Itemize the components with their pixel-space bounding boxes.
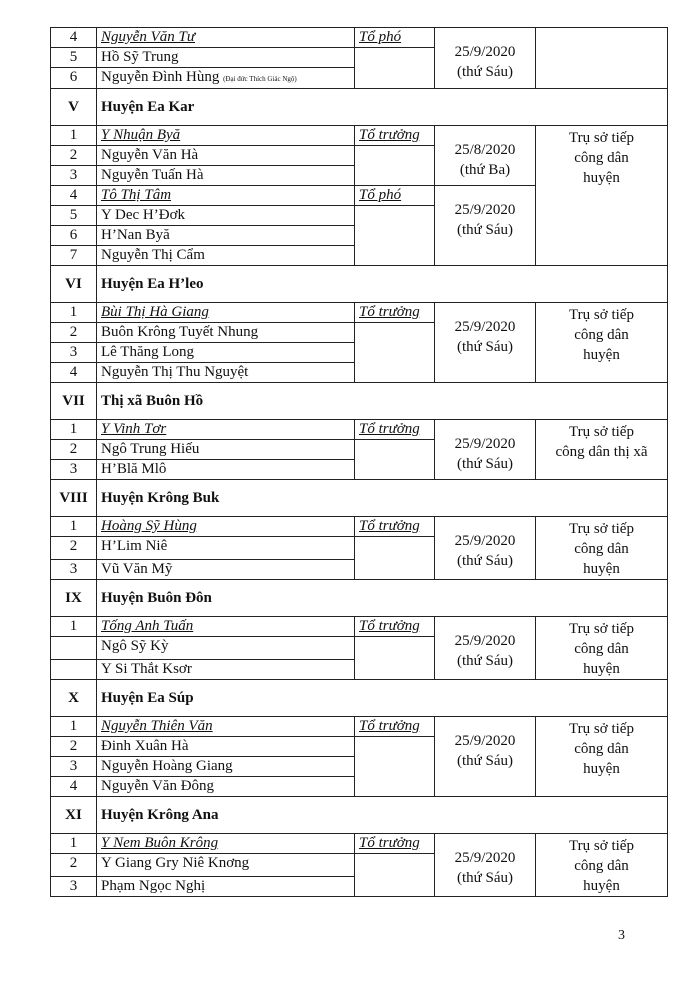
member-name-cell <box>97 877 355 897</box>
role-cell-empty <box>355 206 435 266</box>
meeting-place: Trụ sở tiếp công dân huyện <box>536 834 668 897</box>
member-name: Ngô Sỹ Kỳ <box>101 638 169 654</box>
section-header <box>51 580 668 617</box>
section-header <box>51 680 668 717</box>
member-name: Nguyễn Hoàng Giang <box>101 758 233 774</box>
section-header <box>51 266 668 303</box>
meeting-date: 25/9/2020 (thứ Sáu) <box>435 186 536 266</box>
member-name-cell <box>97 717 355 737</box>
member-name: H’Blă Mlô <box>101 461 167 477</box>
member-row <box>51 126 668 146</box>
meeting-place: Trụ sở tiếp công dân huyện <box>536 126 668 266</box>
member-name-cell <box>97 28 355 48</box>
section-header <box>51 89 668 126</box>
meeting-date: 25/9/2020 (thứ Sáu) <box>435 517 536 580</box>
member-role: Tổ phó <box>359 29 402 45</box>
member-row <box>51 617 668 637</box>
member-role: Tổ phó <box>359 187 402 203</box>
section-number: IX <box>51 580 97 617</box>
section-title: Huyện Buôn Đôn <box>97 580 668 617</box>
member-name-cell <box>97 68 355 89</box>
member-name: Ngô Trung Hiếu <box>101 441 200 457</box>
member-name-cell <box>97 363 355 383</box>
section-number: X <box>51 680 97 717</box>
member-name-cell <box>97 126 355 146</box>
section-title: Huyện Ea Súp <box>97 680 668 717</box>
section-header <box>51 480 668 517</box>
member-number: 7 <box>51 246 97 266</box>
member-name: Y Dec H’Đơk <box>101 207 186 223</box>
member-number: 1 <box>51 126 97 146</box>
section-title: Huyện Ea H’leo <box>97 266 668 303</box>
member-number: 4 <box>51 28 97 48</box>
member-number: 3 <box>51 166 97 186</box>
section-number: VIII <box>51 480 97 517</box>
member-row <box>51 420 668 440</box>
meeting-date: 25/9/2020 (thứ Sáu) <box>435 28 536 89</box>
member-name: Nguyễn Tuấn Hà <box>101 167 204 183</box>
member-number: 3 <box>51 343 97 363</box>
member-name-cell <box>97 757 355 777</box>
member-name: Nguyễn Thị Thu Nguyệt <box>101 364 249 380</box>
member-number: 1 <box>51 420 97 440</box>
member-name-cell <box>97 660 355 680</box>
member-number: 1 <box>51 517 97 537</box>
member-name: Đinh Xuân Hà <box>101 738 189 754</box>
member-name-cell <box>97 206 355 226</box>
role-cell <box>355 126 435 146</box>
meeting-date: 25/9/2020 (thứ Sáu) <box>435 717 536 797</box>
member-name-cell <box>97 420 355 440</box>
member-name: H’Lim Niê <box>101 538 168 554</box>
member-number: 3 <box>51 757 97 777</box>
role-cell-empty <box>355 737 435 797</box>
role-cell <box>355 617 435 637</box>
member-number <box>51 660 97 680</box>
member-name: Nguyễn Thiên Văn <box>101 718 213 734</box>
section-number: XI <box>51 797 97 834</box>
member-number: 4 <box>51 186 97 206</box>
member-name-cell <box>97 777 355 797</box>
role-cell <box>355 186 435 206</box>
member-number: 6 <box>51 68 97 89</box>
member-number: 1 <box>51 617 97 637</box>
role-cell <box>355 420 435 440</box>
section-title: Huyện Krông Ana <box>97 797 668 834</box>
meeting-place: Trụ sở tiếp công dân thị xã <box>536 420 668 480</box>
member-row <box>51 717 668 737</box>
member-name-cell <box>97 637 355 660</box>
member-number: 3 <box>51 560 97 580</box>
member-name-cell <box>97 517 355 537</box>
member-name: Nguyễn Văn Hà <box>101 147 199 163</box>
member-name: Y Nem Buôn Krông <box>101 835 219 851</box>
member-name: Y Vinh Tơr <box>101 421 167 437</box>
meeting-date: 25/9/2020 (thứ Sáu) <box>435 834 536 897</box>
meeting-date: 25/8/2020 (thứ Ba) <box>435 126 536 186</box>
meeting-date: 25/9/2020 (thứ Sáu) <box>435 303 536 383</box>
member-number <box>51 637 97 660</box>
role-cell-empty <box>355 48 435 89</box>
section-title: Huyện Krông Buk <box>97 480 668 517</box>
member-name-cell <box>97 560 355 580</box>
member-note: (Đại đức Thích Giác Ngộ) <box>223 75 297 83</box>
section-title: Thị xã Buôn Hồ <box>97 383 668 420</box>
role-cell <box>355 303 435 323</box>
meeting-place <box>536 28 668 89</box>
member-name: Nguyễn Văn Tư <box>101 29 196 45</box>
member-name-cell <box>97 343 355 363</box>
role-cell-empty <box>355 440 435 480</box>
member-name-cell <box>97 303 355 323</box>
member-name: Tống Anh Tuấn <box>101 618 194 634</box>
role-cell-empty <box>355 637 435 680</box>
member-name: H’Nan Byă <box>101 227 170 243</box>
member-name-cell <box>97 737 355 757</box>
member-number: 2 <box>51 537 97 560</box>
section-title: Huyện Ea Kar <box>97 89 668 126</box>
page-number: 3 <box>618 928 625 943</box>
member-name: Hồ Sỹ Trung <box>101 49 179 65</box>
member-number: 5 <box>51 48 97 68</box>
section-header <box>51 797 668 834</box>
role-cell <box>355 517 435 537</box>
member-row <box>51 517 668 537</box>
member-row <box>51 834 668 854</box>
meeting-place: Trụ sở tiếp công dân huyện <box>536 517 668 580</box>
section-number: VII <box>51 383 97 420</box>
member-name-cell <box>97 246 355 266</box>
member-number: 1 <box>51 717 97 737</box>
role-cell <box>355 834 435 854</box>
member-name-cell <box>97 617 355 637</box>
member-row <box>51 28 668 48</box>
member-name-cell <box>97 226 355 246</box>
member-name: Tô Thị Tâm <box>101 187 172 203</box>
member-name-cell <box>97 146 355 166</box>
meeting-place: Trụ sở tiếp công dân huyện <box>536 303 668 383</box>
role-cell <box>355 717 435 737</box>
role-cell <box>355 28 435 48</box>
section-number: V <box>51 89 97 126</box>
member-name: Phạm Ngọc Nghị <box>101 878 206 894</box>
member-row <box>51 303 668 323</box>
member-number: 3 <box>51 877 97 897</box>
member-name-cell <box>97 834 355 854</box>
member-role: Tổ trưởng <box>359 835 420 851</box>
member-name: Vũ Văn Mỹ <box>101 561 173 577</box>
member-number: 6 <box>51 226 97 246</box>
member-role: Tổ trưởng <box>359 618 420 634</box>
meeting-place: Trụ sở tiếp công dân huyện <box>536 717 668 797</box>
member-name: Y Nhuận Byă <box>101 127 181 143</box>
member-name-cell <box>97 323 355 343</box>
member-number: 1 <box>51 834 97 854</box>
meeting-place: Trụ sở tiếp công dân huyện <box>536 617 668 680</box>
section-header <box>51 383 668 420</box>
meeting-date: 25/9/2020 (thứ Sáu) <box>435 420 536 480</box>
delegation-table <box>50 27 668 897</box>
member-name: Buôn Krông Tuyết Nhung <box>101 324 259 340</box>
member-number: 2 <box>51 737 97 757</box>
section-number: VI <box>51 266 97 303</box>
member-number: 2 <box>51 854 97 877</box>
member-number: 1 <box>51 303 97 323</box>
member-name: Hoàng Sỹ Hùng <box>101 518 197 534</box>
member-name: Bùi Thị Hà Giang <box>101 304 209 320</box>
role-cell-empty <box>355 854 435 897</box>
member-name-cell <box>97 186 355 206</box>
member-name: Nguyễn Thị Cẩm <box>101 247 205 263</box>
role-cell-empty <box>355 146 435 186</box>
meeting-date: 25/9/2020 (thứ Sáu) <box>435 617 536 680</box>
member-number: 3 <box>51 460 97 480</box>
member-name: Nguyễn Đình Hùng <box>101 69 220 85</box>
member-role: Tổ trưởng <box>359 518 420 534</box>
member-role: Tổ trưởng <box>359 304 420 320</box>
member-number: 5 <box>51 206 97 226</box>
member-name: Y Giang Gry Niê Knơng <box>101 855 250 871</box>
member-name: Lê Thăng Long <box>101 344 195 360</box>
member-role: Tổ trưởng <box>359 127 420 143</box>
member-role: Tổ trưởng <box>359 421 420 437</box>
member-name-cell <box>97 854 355 877</box>
member-number: 2 <box>51 323 97 343</box>
member-role: Tổ trưởng <box>359 718 420 734</box>
member-name-cell <box>97 537 355 560</box>
role-cell-empty <box>355 323 435 383</box>
member-name: Y Si Thắt Ksơr <box>101 661 192 677</box>
role-cell-empty <box>355 537 435 580</box>
member-name: Nguyễn Văn Đông <box>101 778 215 794</box>
member-name-cell <box>97 166 355 186</box>
member-name-cell <box>97 440 355 460</box>
member-name-cell <box>97 48 355 68</box>
member-number: 4 <box>51 777 97 797</box>
member-number: 2 <box>51 440 97 460</box>
member-name-cell <box>97 460 355 480</box>
member-number: 2 <box>51 146 97 166</box>
member-number: 4 <box>51 363 97 383</box>
